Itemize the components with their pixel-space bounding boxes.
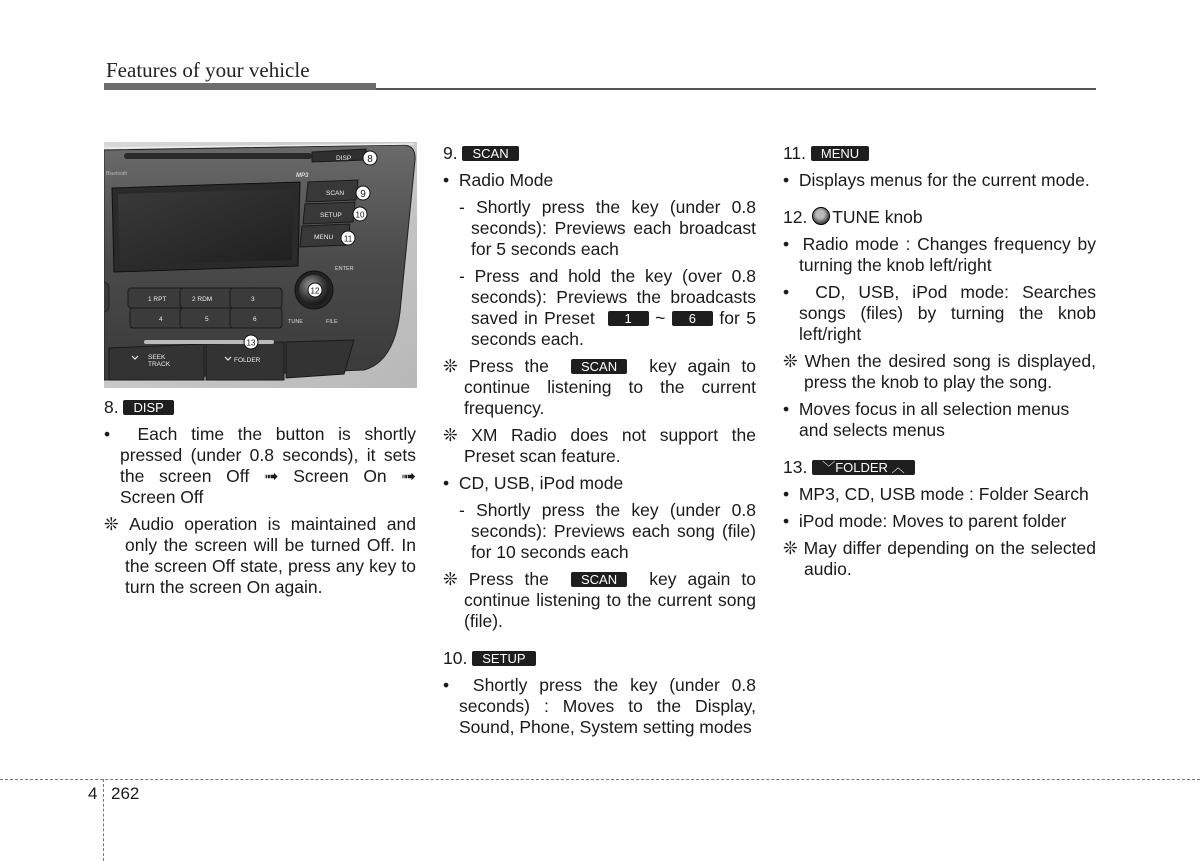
- note: ❊ XM Radio does not support the Preset scan feature.: [443, 425, 756, 466]
- list-item: • Radio mode : Changes frequency by turning the knob left/right: [783, 234, 1096, 275]
- scan-long-press-text: Press and hold the key (over 0.8 seconds): Previews the broadcasts saved in Preset: [471, 266, 756, 328]
- item-number: 10.: [443, 648, 468, 668]
- item-number: 12.: [783, 207, 808, 227]
- callout-11: 11: [343, 234, 353, 244]
- note-text: key again to continue listening to the current frequency.: [464, 356, 756, 418]
- radio-mode-label: Radio Mode: [458, 170, 554, 190]
- chevron-down-icon: ﹀: [822, 460, 836, 475]
- footer-vertical-rule: [103, 779, 104, 861]
- list-item: - Press and hold the key (over 0.8 seconds): Previews the broadcasts saved in Preset 1 ~ 6 for 5 seconds each.: [459, 266, 756, 349]
- item-number: 11.: [783, 143, 807, 163]
- page-number: 262: [111, 784, 140, 803]
- column-middle: [443, 143, 756, 738]
- ipod-folder-text: iPod mode: Moves to parent folder: [798, 511, 1067, 531]
- callout-10: 10: [355, 210, 365, 220]
- list-item: • CD, USB, iPod mode: Searches songs (files) by turning the knob left/right: [783, 282, 1096, 344]
- item-number: 8.: [104, 397, 119, 417]
- folder-search-text: MP3, CD, USB mode : Folder Search: [798, 484, 1089, 504]
- preset-6-label: 6: [253, 316, 257, 323]
- item-10-heading: [443, 648, 756, 669]
- header-rule: [376, 88, 1096, 90]
- setup-text: Shortly press the key (under 0.8 seconds) : Moves to the Display, Sound, Phone, System setting modes: [459, 675, 756, 737]
- mp3-logo: MP3: [296, 173, 309, 179]
- knob-icon: [812, 207, 830, 225]
- scan-long-press-tail: for 5 seconds each.: [471, 308, 756, 349]
- item-8-text: Each time the button is shortly pressed (under 0.8 seconds), it sets the screen Off ➟ Screen On ➟ Screen Off: [120, 424, 417, 507]
- note-text: Press the: [468, 569, 549, 589]
- tune-radio-text: Radio mode : Changes frequency by turning the knob left/right: [799, 234, 1096, 275]
- preset-1-key: 1: [608, 311, 649, 326]
- item-8-heading: [104, 397, 416, 418]
- tune-cd-text: CD, USB, iPod mode: Searches songs (files) by turning the knob left/right: [799, 282, 1096, 344]
- chapter-number: 4: [88, 784, 98, 803]
- item-12-heading: [783, 207, 1096, 228]
- disp-key-label: DISP: [123, 400, 173, 415]
- device-file-label: FILE: [326, 319, 338, 325]
- cd-scan-text: Shortly press the key (under 0.8 seconds): Previews each song (file) for 10 seconds each: [471, 500, 756, 562]
- list-item: • Shortly press the key (under 0.8 seconds) : Moves to the Display, Sound, Phone, System setting modes: [443, 675, 756, 737]
- list-item: - Shortly press the key (under 0.8 seconds): Previews each song (file) for 10 seconds each: [459, 500, 756, 562]
- item-13-heading: [783, 457, 1096, 478]
- page-header-title: Features of your vehicle: [106, 58, 310, 82]
- track-label: TRACK: [148, 361, 171, 368]
- device-scan-label: SCAN: [326, 190, 345, 197]
- scan-key-label: SCAN: [571, 359, 627, 374]
- footer-rule: [0, 779, 1200, 780]
- audio-unit-illustration: [104, 142, 417, 388]
- callout-12: 12: [310, 286, 320, 296]
- item-8-note: Audio operation is maintained and only the screen will be turned Off. In the screen Off state, press any key to turn the screen On again.: [125, 514, 416, 597]
- tilde: ~: [655, 308, 666, 328]
- menu-key-label: MENU: [811, 146, 869, 161]
- folder-key-text: FOLDER: [835, 460, 888, 475]
- device-tune-label: TUNE: [288, 319, 303, 325]
- note-text: Press the: [468, 356, 549, 376]
- seek-label: SEEK: [148, 354, 166, 361]
- list-item: - Shortly press the key (under 0.8 seconds): Previews each broadcast for 5 seconds each: [459, 197, 756, 259]
- note-text: key again to continue listening to the current song (file).: [464, 569, 756, 631]
- menu-text: Displays menus for the current mode.: [798, 170, 1090, 190]
- device-menu-label: MENU: [314, 234, 334, 241]
- column-left: [104, 397, 416, 598]
- scan-key-label: SCAN: [462, 146, 518, 161]
- preset-3-label: 3: [251, 296, 255, 303]
- folder-note: May differ depending on the selected audio.: [803, 538, 1096, 579]
- setup-key-label: SETUP: [472, 651, 535, 666]
- preset-1-label: 1 RPT: [148, 296, 167, 303]
- item-9-heading: [443, 143, 756, 164]
- note: ❊ Press the SCAN key again to continue listening to the current song (file).: [443, 569, 756, 631]
- list-item: • Each time the button is shortly pressed (under 0.8 seconds), it sets the screen Off ➟ Screen On ➟ Screen Off: [104, 424, 417, 507]
- svg-text:Bluetooth: Bluetooth: [106, 171, 128, 177]
- device-disp-label: DISP: [336, 155, 352, 162]
- callout-13: 13: [246, 338, 256, 348]
- note: ❊ When the desired song is displayed, press the knob to play the song.: [783, 351, 1097, 392]
- preset-4-label: 4: [159, 316, 163, 323]
- list-item: • Radio Mode: [443, 170, 554, 190]
- note: ❊ May differ depending on the selected audio.: [783, 538, 1096, 579]
- chevron-up-icon: ︿: [891, 460, 905, 475]
- scan-key-label: SCAN: [571, 572, 627, 587]
- folder-key-label: [812, 460, 914, 475]
- list-item: • CD, USB, iPod mode: [443, 473, 624, 493]
- tune-knob-label: TUNE knob: [832, 207, 923, 227]
- header-rule-thick: [104, 83, 376, 90]
- column-right: [783, 143, 1096, 580]
- tune-focus-text: Moves focus in all selection menus and selects menus: [798, 399, 1070, 440]
- cd-mode-label: CD, USB, iPod mode: [458, 473, 624, 493]
- tune-note: When the desired song is displayed, press the knob to play the song.: [804, 351, 1097, 392]
- scan-short-press-text: Shortly press the key (under 0.8 seconds): Previews each broadcast for 5 seconds each: [471, 197, 756, 259]
- list-item: • Displays menus for the current mode.: [783, 170, 1090, 190]
- callout-8: 8: [367, 154, 373, 165]
- preset-2-label: 2 RDM: [192, 296, 213, 303]
- note: ❊ Audio operation is maintained and only the screen will be turned Off. In the screen Off state, press any key to turn the screen On again.: [104, 514, 416, 597]
- preset-6-key: 6: [672, 311, 713, 326]
- callout-9: 9: [360, 189, 366, 200]
- item-11-heading: [783, 143, 1096, 164]
- device-setup-label: SETUP: [320, 212, 342, 219]
- folder-label: FOLDER: [234, 357, 261, 364]
- item-number: 9.: [443, 143, 458, 163]
- device-enter-label: ENTER: [335, 266, 354, 272]
- list-item: • MP3, CD, USB mode : Folder Search: [783, 484, 1089, 504]
- list-item: • iPod mode: Moves to parent folder: [783, 511, 1067, 531]
- list-item: • Moves focus in all selection menus and selects menus: [783, 399, 1070, 440]
- item-number: 13.: [783, 457, 808, 477]
- xm-note: XM Radio does not support the Preset scan feature.: [464, 425, 756, 466]
- note: ❊ Press the SCAN key again to continue listening to the current frequency.: [443, 356, 756, 418]
- preset-5-label: 5: [205, 316, 209, 323]
